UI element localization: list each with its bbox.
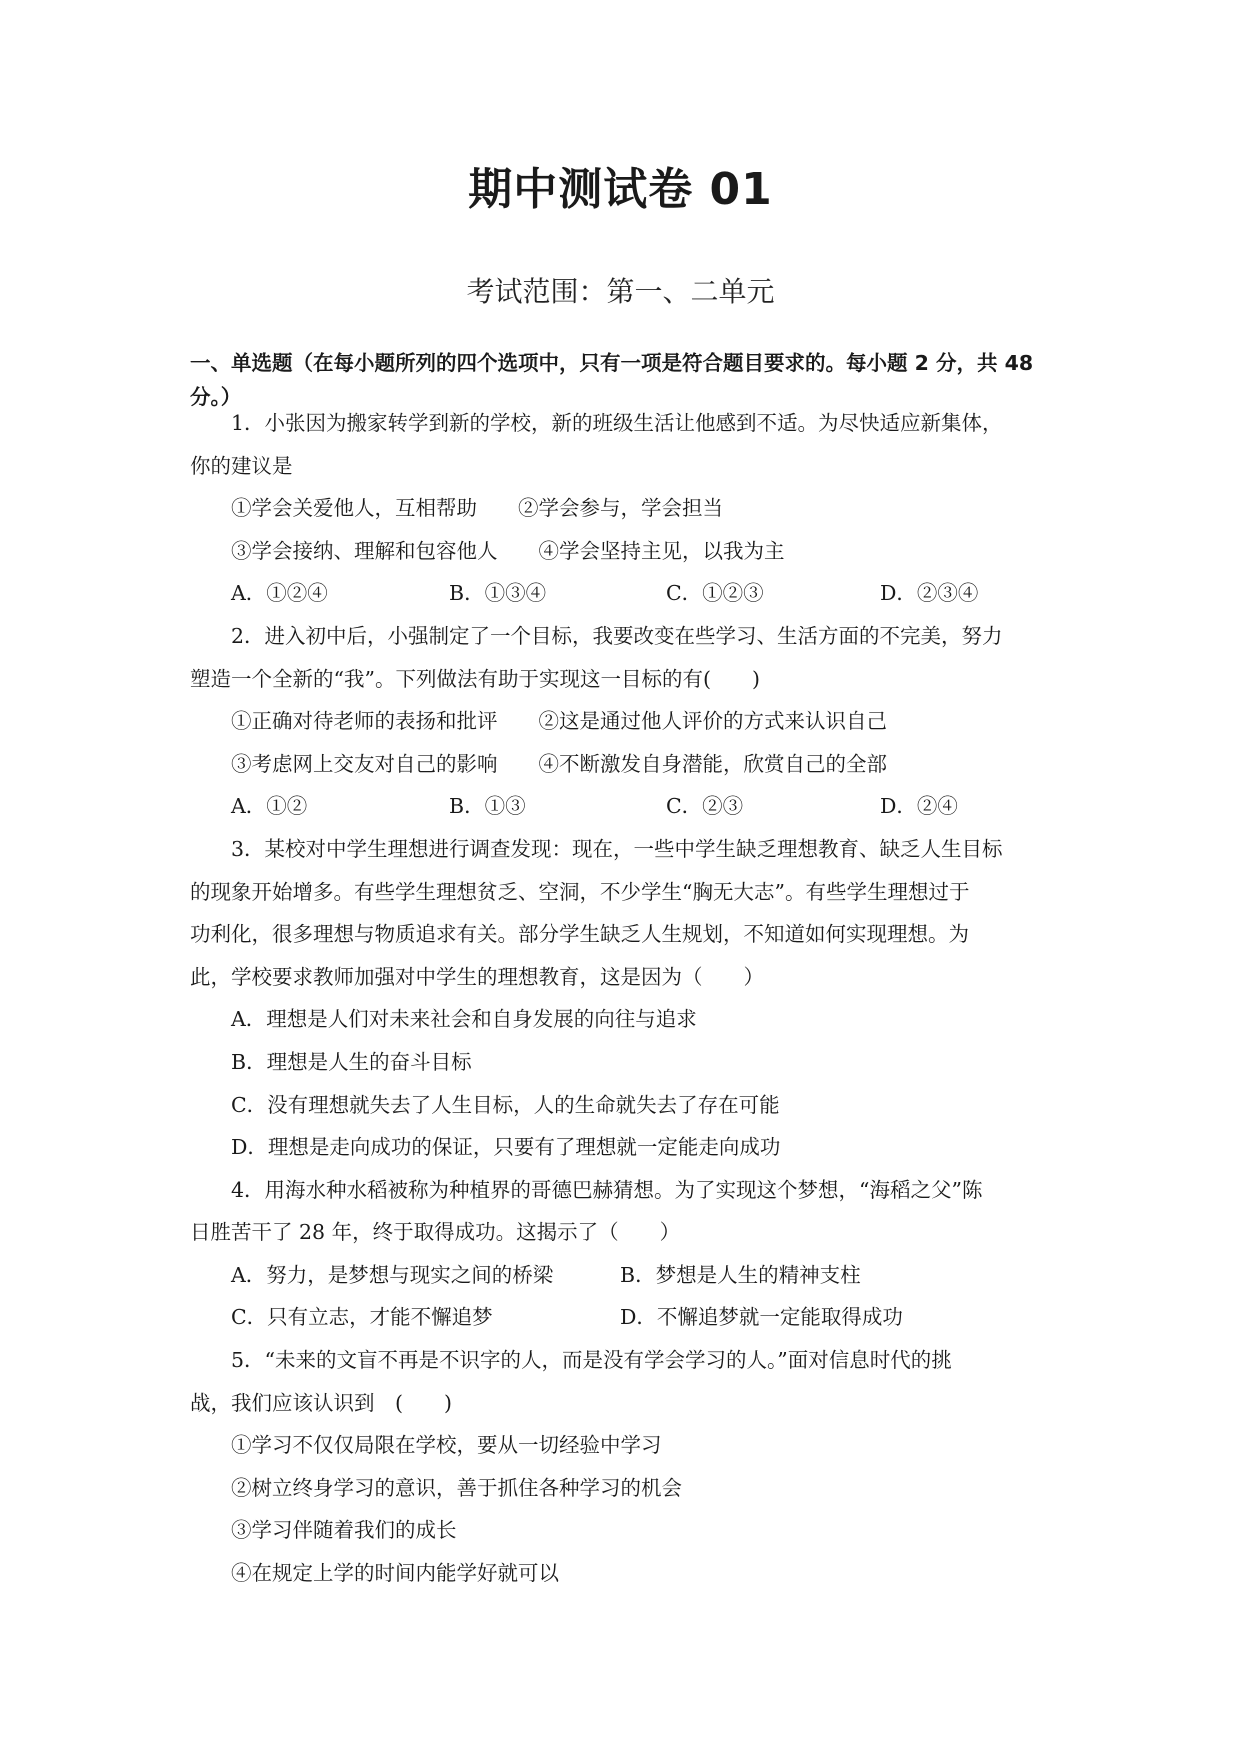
text-line: 功利化，很多理想与物质追求有关。部分学生缺乏人生规划，不知道如何实现理想。为 xyxy=(190,922,969,947)
text-line: ①学会关爱他人，互相帮助 ②学会参与，学会担当 xyxy=(231,496,723,521)
text-line: ③考虑网上交友对自己的影响 ④不断激发自身潜能，欣赏自己的全部 xyxy=(231,751,887,776)
text-line: 此，学校要求教师加强对中学生的理想教育，这是因为（ ） xyxy=(190,964,764,989)
text-line: 3．某校对中学生理想进行调查发现：现在，一些中学生缺乏理想教育、缺乏人生目标 xyxy=(231,836,1003,861)
text-line: 1．小张因为搬家转学到新的学校，新的班级生活让他感到不适。为尽快适应新集体， xyxy=(231,411,1003,435)
text-line: 2．进入初中后，小强制定了一个目标，我要改变在些学习、生活方面的不完美，努力 xyxy=(231,623,1003,648)
text-line: C．没有理想就失去了人生目标，人的生命就失去了存在可能 xyxy=(231,1092,780,1117)
text-line: 5．“未来的文盲不再是不识字的人，而是没有学会学习的人。”面对信息时代的挑 xyxy=(231,1348,952,1373)
text-line: ①正确对待老师的表扬和批评 ②这是通过他人评价的方式来认识自己 xyxy=(231,709,887,734)
answer-option: D．不懈追梦就一定能取得成功 xyxy=(620,1305,903,1330)
text-line: ③学会接纳、理解和包容他人 ④学会坚持主见，以我为主 xyxy=(231,538,785,563)
text-line: D．理想是走向成功的保证，只要有了理想就一定能走向成功 xyxy=(231,1135,781,1160)
answer-option: A．①② xyxy=(231,794,308,819)
answer-option: C．只有立志，才能不懈追梦 xyxy=(231,1305,493,1330)
answer-options-row xyxy=(190,572,1070,615)
answer-options-row xyxy=(190,785,1070,828)
answer-option: D．②③④ xyxy=(880,581,979,606)
question-list xyxy=(190,402,1070,1595)
answer-option: D．②④ xyxy=(880,794,958,819)
text-line: ①学习不仅仅局限在学校，要从一切经验中学习 xyxy=(231,1433,662,1458)
section-heading: 一、单选题（在每小题所列的四个选项中，只有一项是符合题目要求的。每小题 2 分，共 48 分。） xyxy=(190,351,1034,409)
text-line: ③学习伴随着我们的成长 xyxy=(231,1518,457,1543)
text-line: ②树立终身学习的意识，善于抓住各种学习的机会 xyxy=(231,1475,682,1500)
text-line: 战，我们应该认识到 ( ) xyxy=(190,1390,452,1415)
text-line: 日胜苦干了 28 年，终于取得成功。这揭示了（ ） xyxy=(190,1220,681,1245)
text-line: A．理想是人们对未来社会和自身发展的向往与追求 xyxy=(231,1007,697,1032)
answer-option: A．①②④ xyxy=(231,581,328,606)
answer-option: B．①③④ xyxy=(449,581,547,606)
answer-option: B．梦想是人生的精神支柱 xyxy=(620,1262,861,1287)
text-line: 4．用海水种水稻被称为种植界的哥德巴赫猜想。为了实现这个梦想，“海稻之父”陈 xyxy=(231,1177,983,1202)
page-title: 期中测试卷 01 xyxy=(468,164,773,215)
text-line: B．理想是人生的奋斗目标 xyxy=(231,1049,472,1074)
text-line: 你的建议是 xyxy=(190,453,293,478)
text-line: 的现象开始增多。有些学生理想贫乏、空洞，不少学生“胸无大志”。有些学生理想过于 xyxy=(190,879,970,904)
answer-option: C．②③ xyxy=(666,794,744,819)
answer-option: B．①③ xyxy=(449,794,526,819)
answer-option: C．①②③ xyxy=(666,581,764,606)
exam-scope: 考试范围：第一、二单元 xyxy=(466,275,775,308)
answer-options-pair xyxy=(190,1296,1070,1339)
text-line: 塑造一个全新的“我”。下列做法有助于实现这一目标的有( ) xyxy=(190,666,760,691)
answer-options-pair xyxy=(190,1254,1070,1297)
answer-option: A．努力，是梦想与现实之间的桥梁 xyxy=(231,1262,554,1287)
text-line: ④在规定上学的时间内能学好就可以 xyxy=(231,1561,559,1586)
